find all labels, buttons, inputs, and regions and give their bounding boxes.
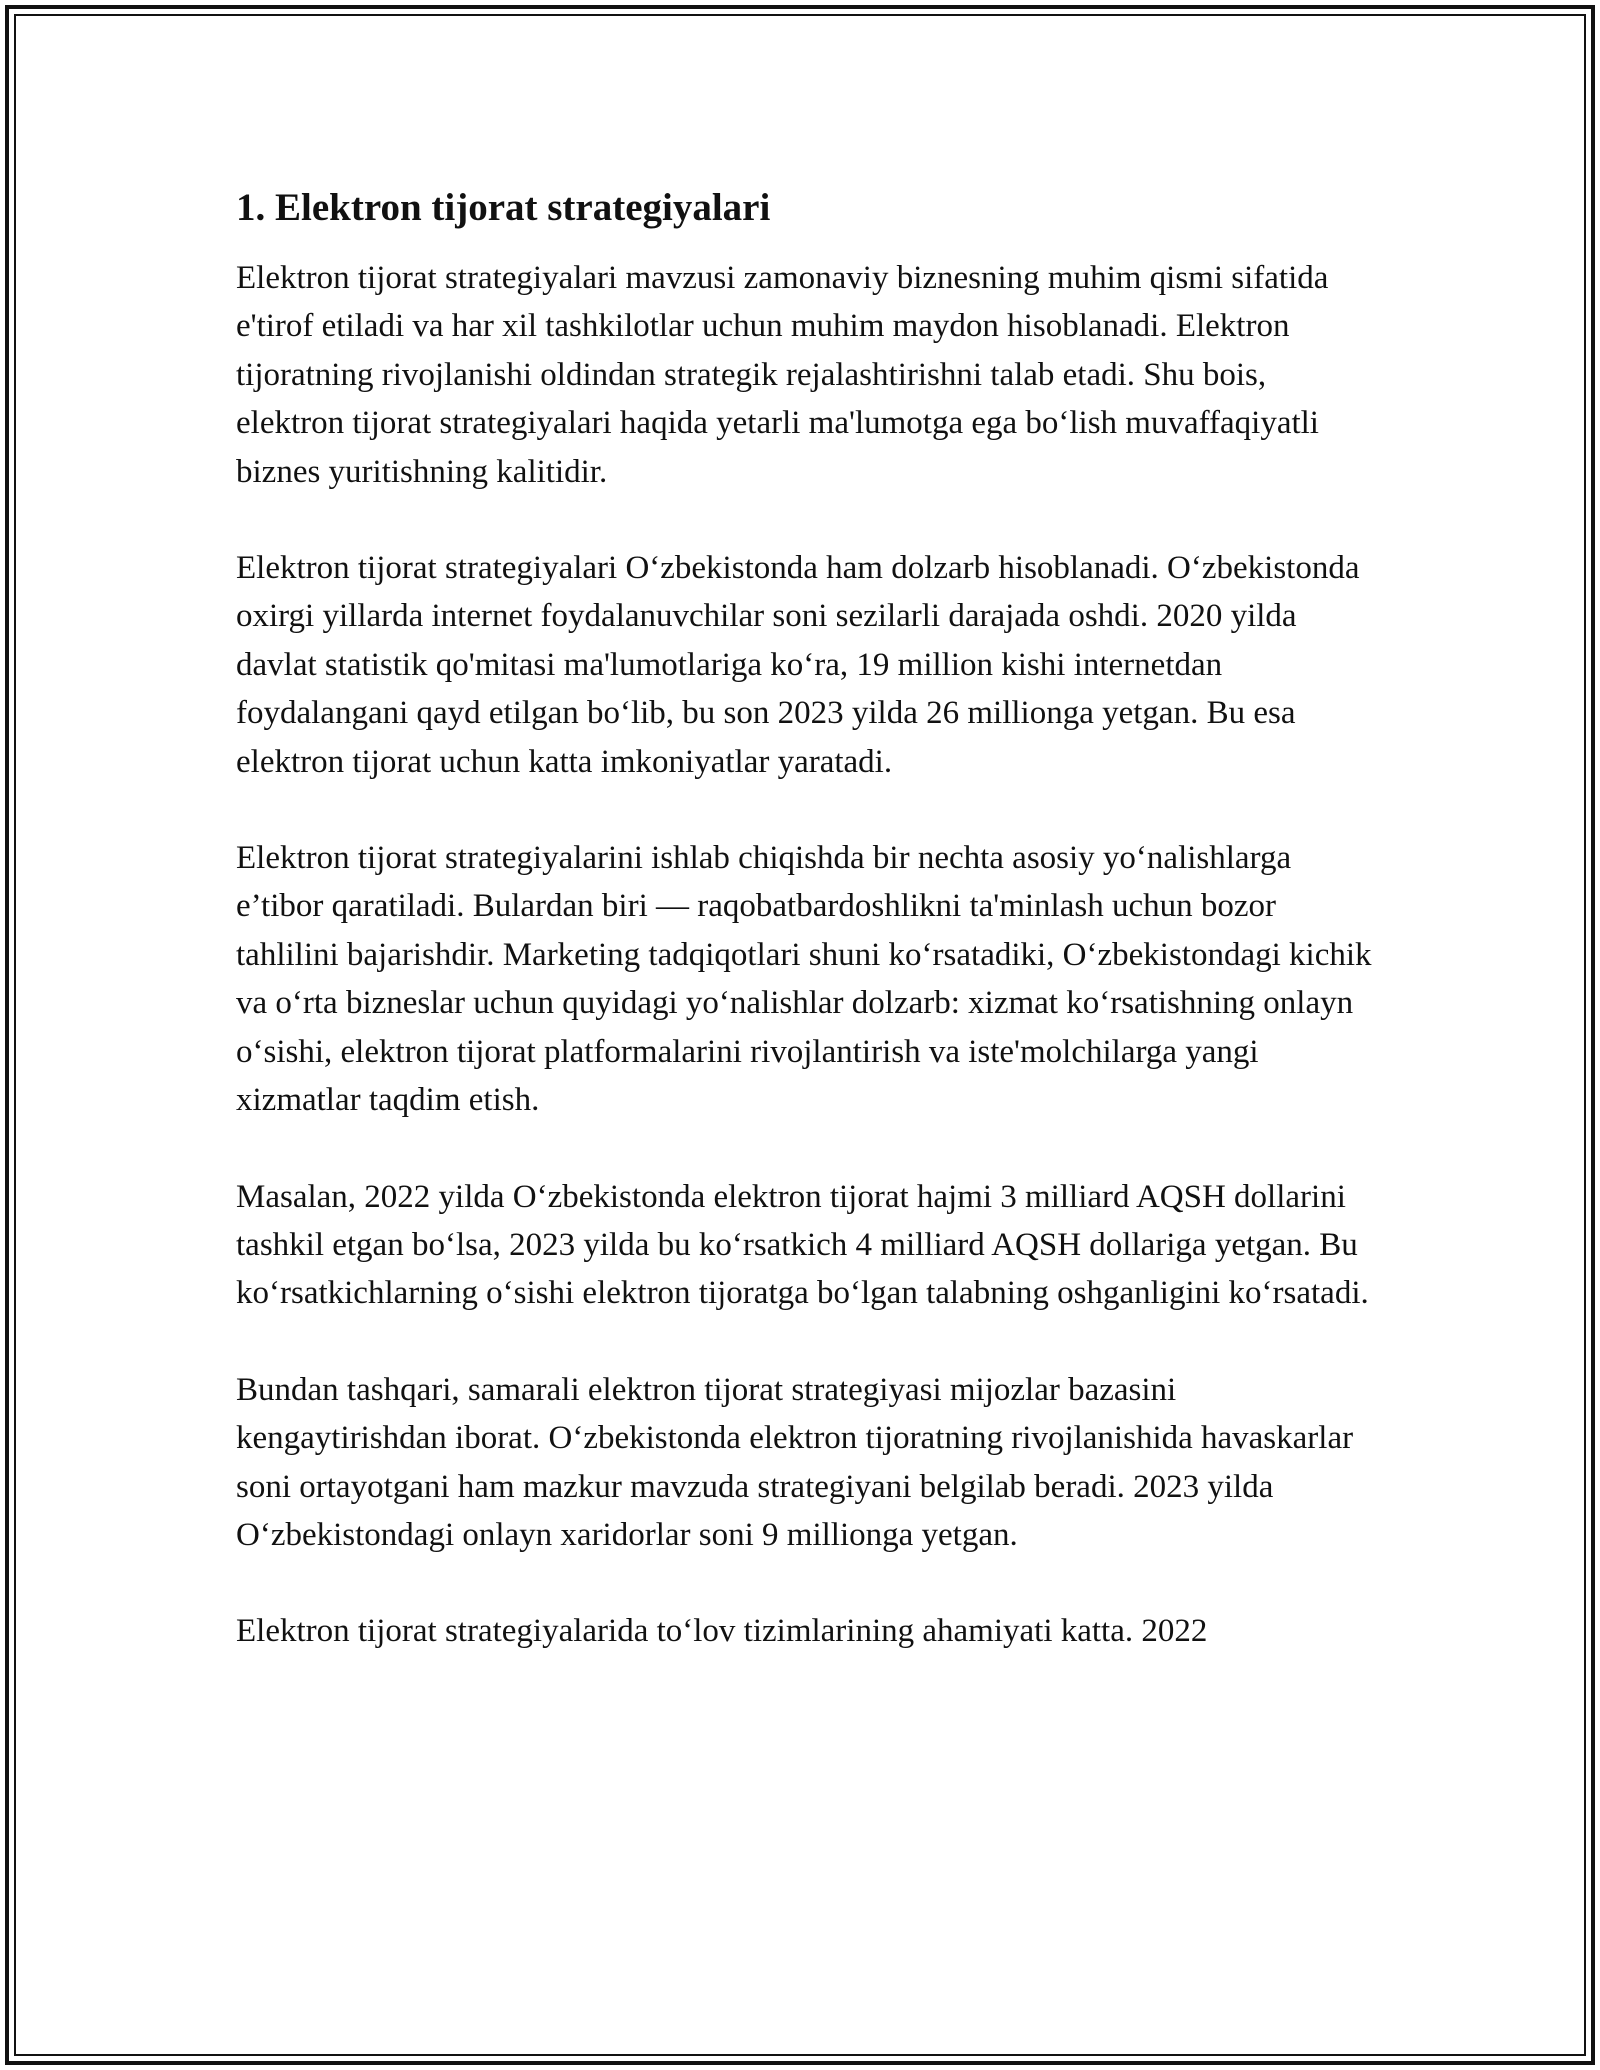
paragraph-2: Elektron tijorat strategiyalari O‘zbekistonda ham dolzarb hisoblanadi. O‘zbekistonda oxirgi yillarda internet foydalanuvchilar soni sezilarli darajada oshdi. 2020 yilda davlat statistik qo'mitasi ma'lumotlariga ko‘ra, 19 million kishi internetdan foydalangani qayd etilgan bo‘lib, bu son 2023 yilda 26 millionga yetgan. Bu esa elektron tijorat uchun katta imkoniyatlar yaratadi. xyxy=(236,550,1360,780)
section-heading: 1. Elektron tijorat strategiyalari xyxy=(236,186,771,229)
paragraph-5: Bundan tashqari, samarali elektron tijorat strategiyasi mijozlar bazasini kengaytirishdan iborat. O‘zbekistonda elektron tijoratning rivojlanishida havaskarlar soni ortayotgani ham mazkur mavzuda strategiyani belgilab beradi. 2023 yilda O‘zbekistondagi onlayn xaridorlar soni 9 millionga yetgan. xyxy=(236,1371,1354,1553)
paragraph-3: Elektron tijorat strategiyalarini ishlab chiqishda bir nechta asosiy yo‘nalishlarga e’tibor qaratiladi. Bulardan biri — raqobatbardoshlikni ta'minlash uchun bozor tahlilini bajarishdir. Marketing tadqiqotlari shuni ko‘rsatadiki, O‘zbekistondagi kichik va o‘rta bizneslar uchun quyidagi yo‘nalishlar dolzarb: xizmat ko‘rsatishning onlayn o‘sishi, elektron tijorat platformalarini rivojlantirish va iste'molchilarga yangi xizmatlar taqdim etish. xyxy=(236,840,1372,1119)
paragraph-4: Masalan, 2022 yilda O‘zbekistonda elektron tijorat hajmi 3 milliard AQSH dollarini tashkil etgan bo‘lsa, 2023 yilda bu ko‘rsatkich 4 milliard AQSH dollariga yetgan. Bu ko‘rsatkichlarning o‘sishi elektron tijoratga bo‘lgan talabning oshganligini ko‘rsatadi. xyxy=(236,1178,1369,1312)
paragraph-6: Elektron tijorat strategiyalarida to‘lov tizimlarining ahamiyati katta. 2022 xyxy=(236,1613,1208,1650)
paragraph-1: Elektron tijorat strategiyalari mavzusi zamonaviy biznesning muhim qismi sifatida e'tirof etiladi va har xil tashkilotlar uchun muhim maydon hisoblanadi. Elektron tijoratning rivojlanishi oldindan strategik rejalashtirishni talab etadi. Shu bois, elektron tijorat strategiyalari haqida yetarli ma'lumotga ega bo‘lish muvaffaqiyatli biznes yuritishning kalitidir. xyxy=(236,260,1329,490)
document-body xyxy=(236,184,1372,1704)
